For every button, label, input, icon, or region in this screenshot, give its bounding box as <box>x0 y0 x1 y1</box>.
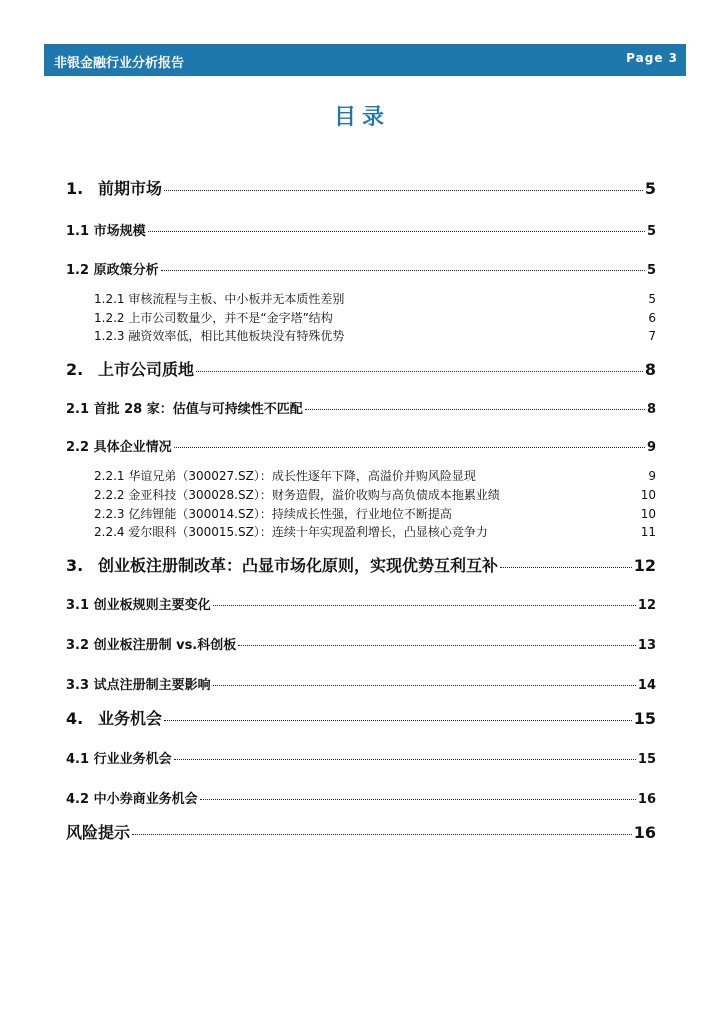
toc-entry-3-3[interactable]: 3.3 试点注册制主要影响 14 <box>66 678 656 693</box>
toc-entry-2-2-1[interactable]: 2.2.1 华谊兄弟（300027.SZ）：成长性逐年下降，高溢价并购风险显现 9 <box>94 469 656 483</box>
toc-entry-1[interactable]: 1. 前期市场 5 <box>66 179 656 198</box>
toc-entry-1-2-2[interactable]: 1.2.2 上市公司数量少，并不是“金字塔”结构 6 <box>94 311 656 325</box>
report-title: 非银金融行业分析报告 <box>54 56 185 71</box>
toc-entry-4-1[interactable]: 4.1 行业业务机会 15 <box>66 752 656 767</box>
toc-entry-risk[interactable]: 风险提示 16 <box>66 823 656 842</box>
toc-entry-3-2[interactable]: 3.2 创业板注册制 vs.科创板 13 <box>66 638 656 653</box>
toc-entry-2-2-4[interactable]: 2.2.4 爱尔眼科（300015.SZ）：连续十年实现盈利增长，凸显核心竞争力 11 <box>94 525 656 539</box>
toc-entry-2[interactable]: 2. 上市公司质地 8 <box>66 360 656 379</box>
toc-entry-1-2[interactable]: 1.2 原政策分析 5 <box>66 263 656 278</box>
toc-entry-2-2-3[interactable]: 2.2.3 亿纬锂能（300014.SZ）：持续成长性强，行业地位不断提高 10 <box>94 507 656 521</box>
toc-entry-2-2[interactable]: 2.2 具体企业情况 9 <box>66 440 656 455</box>
toc-entry-3-1[interactable]: 3.1 创业板规则主要变化 12 <box>66 598 656 613</box>
toc-entry-4-2[interactable]: 4.2 中小券商业务机会 16 <box>66 792 656 807</box>
page-number: Page 3 <box>626 51 678 65</box>
toc-entry-3[interactable]: 3. 创业板注册制改革：凸显市场化原则，实现优势互利互补 12 <box>66 556 656 575</box>
toc-entry-2-2-2[interactable]: 2.2.2 金亚科技（300028.SZ）：财务造假，溢价收购与高负债成本拖累业绩 10 <box>94 488 656 502</box>
toc-entry-2-1[interactable]: 2.1 首批 28 家：估值与可持续性不匹配 8 <box>66 402 656 417</box>
toc-entry-1-1[interactable]: 1.1 市场规模 5 <box>66 224 656 239</box>
report-header-bar <box>44 44 686 76</box>
toc-entry-1-2-1[interactable]: 1.2.1 审核流程与主板、中小板并无本质性差别 5 <box>94 292 656 306</box>
toc-heading: 目录 <box>333 105 390 130</box>
toc-entry-1-2-3[interactable]: 1.2.3 融资效率低，相比其他板块没有特殊优势 7 <box>94 329 656 343</box>
toc-entry-4[interactable]: 4. 业务机会 15 <box>66 709 656 728</box>
